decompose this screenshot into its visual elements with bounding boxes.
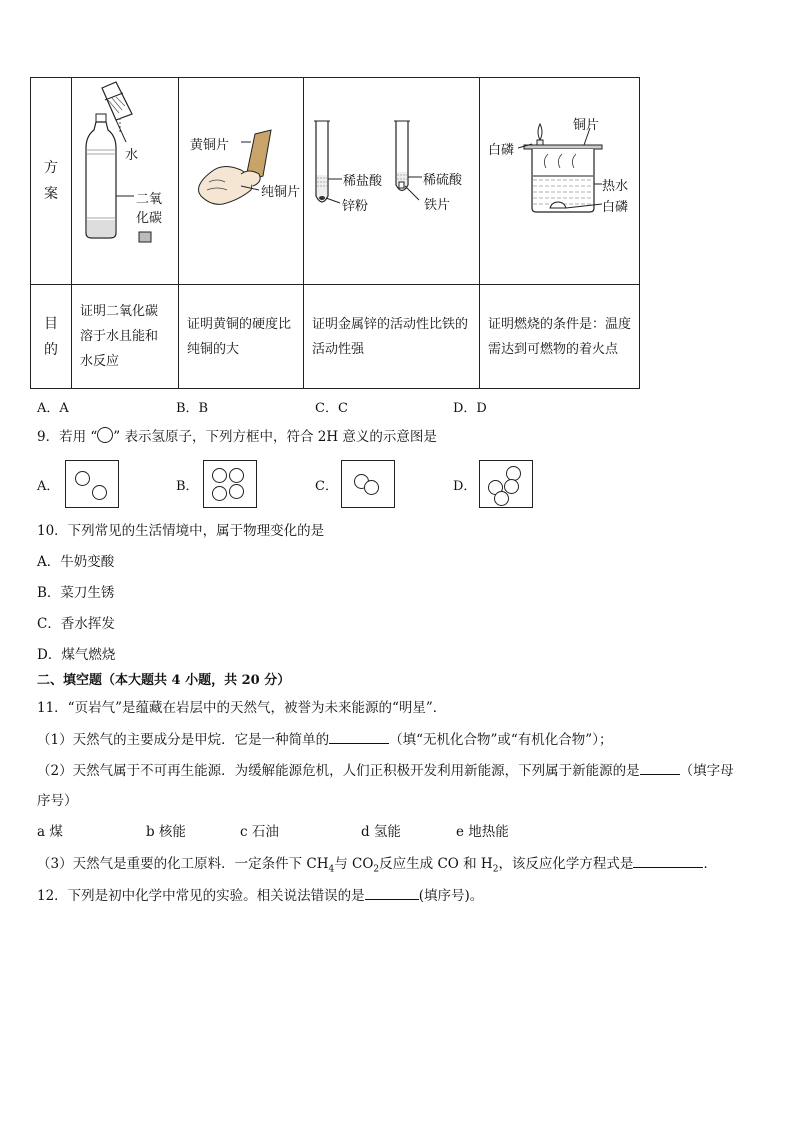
q11-choice-b[interactable]: b 核能 — [146, 824, 186, 840]
q12-answer-blank[interactable] — [365, 885, 419, 900]
goal-cell-1: 证明二氧化碳溶于水且能和水反应 — [72, 285, 179, 389]
q9-label-a[interactable]: A． — [37, 479, 60, 494]
q11-choice-c[interactable]: c 石油 — [240, 824, 279, 840]
q11-p3-answer-blank[interactable] — [633, 853, 703, 868]
goal-cell-4: 证明燃烧的条件是：温度需达到可燃物的着火点 — [480, 285, 640, 389]
q11-p2-a: （2）天然气属于不可再生能源．为缓解能源危机，人们正积极开发利用新能源，下列属于新能源的是 — [37, 763, 640, 779]
q11-part2 — [37, 760, 734, 781]
q9-stem-a: 9．若用 “ — [37, 429, 98, 445]
q12-stem-b: (填序号)。 — [418, 888, 484, 904]
q9-label-b[interactable]: B． — [176, 479, 199, 494]
figure-cell-combustion — [480, 78, 640, 285]
q10-option-b[interactable]: B．菜刀生锈 — [37, 585, 115, 601]
goal-cell-3: 证明金属锌的活动性比铁的活动性强 — [304, 285, 480, 389]
label-hot-water: 热水 — [602, 179, 629, 194]
label-brass: 黄铜片 — [190, 138, 230, 153]
atom-circle — [229, 484, 244, 499]
q9-box-a[interactable] — [65, 460, 119, 508]
atom-circle — [229, 468, 244, 483]
atom-circle — [212, 486, 227, 501]
q11-stem: 11．“页岩气”是蕴藏在岩层中的天然气，被誉为未来能源的“明星”． — [37, 700, 447, 716]
label-dilute-hcl: 稀盐酸 — [343, 174, 383, 189]
atom-circle — [92, 485, 107, 500]
label-water: 水 — [125, 148, 139, 163]
q11-p3-sub1: 4 — [328, 864, 335, 875]
q11-p3-c: 反应生成 CO 和 H — [379, 856, 493, 872]
label-white-phosphorus-top: 白磷 — [488, 143, 515, 158]
q11-p3-sub3: 2 — [492, 864, 499, 875]
section-heading: 二、填空题（本大题共 4 小题，共 20 分） — [37, 673, 291, 688]
q12-stem — [37, 885, 483, 906]
figure-cell-bottle — [72, 78, 179, 285]
row-head-plan-text: 方案 — [44, 160, 58, 202]
q11-p1-b: （填“无机化合物”或“有机化合物”）； — [389, 732, 613, 748]
goal-cell-2: 证明黄铜的硬度比纯铜的大 — [179, 285, 304, 389]
hydrogen-atom-circle-icon — [97, 427, 113, 443]
experiment-table — [30, 77, 640, 389]
bottle-illustration — [72, 78, 179, 284]
label-co2-a: 二氧 — [136, 192, 163, 207]
q9-label-c[interactable]: C． — [315, 479, 338, 494]
atom-circle — [212, 468, 227, 483]
figure-cell-brass — [179, 78, 304, 285]
label-pure-copper: 纯铜片 — [261, 185, 301, 200]
q11-part1 — [37, 729, 612, 750]
q11-p3-e: ． — [703, 856, 717, 872]
q12-stem-a: 12．下列是初中化学中常见的实验。相关说法错误的是 — [37, 888, 365, 904]
row-head-goal-text: 目的 — [44, 315, 58, 358]
q11-p3-d: ，该反应化学方程式是 — [498, 856, 634, 872]
q11-p2-b: （填字母 — [679, 763, 734, 779]
q11-p1-answer-blank[interactable] — [329, 729, 389, 744]
q9-box-d[interactable] — [479, 460, 533, 508]
label-dilute-h2so4: 稀硫酸 — [423, 173, 463, 188]
atom-circle — [75, 471, 90, 486]
label-copper-sheet: 铜片 — [573, 118, 600, 133]
label-zinc-powder: 锌粉 — [342, 199, 369, 214]
q11-part2-cont: 序号） — [37, 793, 78, 809]
q9-label-d[interactable]: D． — [453, 479, 477, 494]
label-iron-sheet: 铁片 — [424, 198, 451, 213]
figure-cell-test-tubes — [304, 78, 480, 285]
q11-choice-e[interactable]: e 地热能 — [456, 824, 509, 840]
q9-box-b[interactable] — [203, 460, 257, 508]
atom-circle — [364, 480, 379, 495]
q8-option-c[interactable]: C．C — [315, 401, 348, 416]
q11-p3-sub2: 2 — [373, 864, 380, 875]
q11-part3 — [37, 853, 717, 880]
atom-circle — [494, 491, 509, 506]
q9-stem — [37, 427, 437, 447]
q11-p3-b: 与 CO — [334, 856, 374, 872]
label-co2-b: 化碳 — [136, 211, 163, 226]
q9-box-c[interactable] — [341, 460, 395, 508]
q11-p2-answer-blank[interactable] — [640, 760, 680, 775]
q9-stem-b: ” 表示氢原子，下列方框中，符合 2H 意义的示意图是 — [113, 429, 437, 445]
q11-p1-a: （1）天然气的主要成分是甲烷．它是一种简单的 — [37, 732, 330, 748]
q11-p3-a: （3）天然气是重要的化工原料．一定条件下 CH — [37, 856, 329, 872]
q10-option-a[interactable]: A．牛奶变酸 — [37, 554, 115, 570]
row-head-goal — [31, 285, 72, 389]
q8-option-a[interactable]: A．A — [37, 401, 69, 416]
q8-option-d[interactable]: D．D — [453, 401, 487, 416]
q8-option-b[interactable]: B．B — [176, 401, 209, 416]
label-white-phosphorus-bottom: 白磷 — [602, 200, 629, 215]
q10-option-c[interactable]: C．香水挥发 — [37, 616, 115, 632]
q10-stem: 10．下列常见的生活情境中，属于物理变化的是 — [37, 523, 325, 539]
q10-option-d[interactable]: D．煤气燃烧 — [37, 647, 116, 663]
q11-choice-d[interactable]: d 氢能 — [361, 824, 401, 840]
row-head-plan — [31, 78, 72, 285]
q11-choice-a[interactable]: a 煤 — [37, 824, 63, 840]
